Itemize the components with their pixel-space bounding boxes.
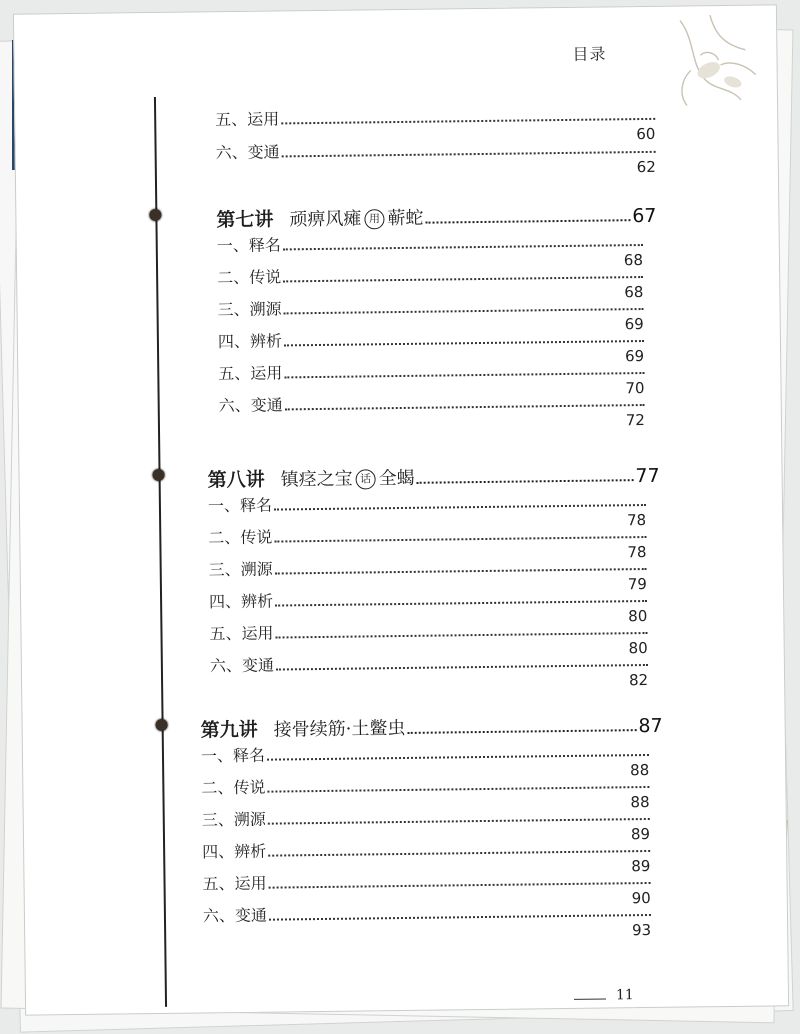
toc-entry[interactable]: [209, 649, 649, 690]
toc-entry[interactable]: [208, 585, 648, 626]
page-header-title: 目录: [572, 44, 607, 64]
toc-entry-label: 五、运用: [218, 363, 283, 384]
timeline-marker: [149, 209, 161, 221]
toc-entry-label: 三、溯源: [208, 559, 273, 580]
dot-leader: [269, 882, 651, 889]
toc-entry[interactable]: [209, 617, 648, 658]
toc-entry[interactable]: [208, 553, 648, 594]
dot-leader: [275, 568, 647, 575]
toc-entry[interactable]: [218, 389, 646, 430]
dot-leader: [275, 600, 647, 607]
dot-leader: [284, 308, 644, 314]
circled-char-badge: 话: [356, 469, 376, 489]
lecture-page: 77: [635, 464, 660, 488]
toc-entry-label: 六、变通: [218, 395, 283, 416]
toc-entry[interactable]: [217, 325, 645, 366]
toc-entry-page: 69: [624, 347, 645, 366]
lecture-title-part: 全蝎: [378, 467, 415, 490]
toc-entry-label: 六、变通: [215, 142, 280, 163]
lecture-page: 67: [632, 204, 657, 228]
toc-entry-label: 一、释名: [207, 495, 273, 516]
timeline-marker: [156, 719, 168, 731]
toc-entry-page: 88: [629, 760, 650, 780]
toc-entry-page: 93: [631, 920, 652, 940]
toc-entry-page: 78: [626, 511, 647, 530]
toc-entry[interactable]: [218, 357, 645, 398]
dot-leader: [274, 536, 646, 543]
toc-entry-label: 四、辨析: [217, 331, 283, 352]
toc-entry-label: 四、辨析: [202, 841, 267, 862]
lecture-heading[interactable]: [216, 197, 656, 232]
toc-entry[interactable]: [201, 803, 651, 844]
toc-entry-label: 三、溯源: [217, 299, 282, 320]
dot-leader: [269, 914, 651, 921]
toc-entry-page: 60: [636, 124, 656, 144]
toc-entry-page: 68: [624, 283, 644, 302]
toc-entry[interactable]: [201, 771, 650, 812]
toc-entry-page: 69: [624, 315, 644, 334]
dot-leader: [267, 786, 649, 793]
dot-leader: [276, 632, 648, 639]
toc-entry[interactable]: [207, 489, 647, 530]
lecture-number: 第八讲: [207, 468, 265, 492]
toc-entry[interactable]: [215, 103, 656, 144]
toc-entry-label: 一、释名: [216, 235, 281, 256]
lecture-title: [274, 714, 406, 742]
toc-entry-label: 二、传说: [201, 777, 266, 798]
dot-leader: [284, 372, 644, 378]
folio-rule: [574, 999, 606, 1000]
dot-leader: [283, 244, 643, 250]
dot-leader: [268, 818, 650, 825]
lecture-title-part: 接骨续筋·土鳖虫: [273, 717, 406, 741]
toc-entry-page: 90: [631, 888, 651, 908]
lecture-number: 第七讲: [216, 208, 274, 232]
toc-entry-page: 62: [636, 157, 656, 177]
toc-entry-label: 六、变通: [202, 905, 268, 926]
toc-entry[interactable]: [202, 867, 651, 908]
toc-entry[interactable]: [202, 899, 652, 940]
dot-leader: [283, 276, 643, 282]
toc-page: [13, 4, 789, 1015]
lecture-title: [280, 464, 414, 492]
dot-leader: [417, 479, 634, 484]
timeline-line: [154, 97, 167, 1007]
toc-entry-label: 一、释名: [200, 745, 266, 766]
dot-leader: [284, 340, 644, 346]
lecture-title-part: 蕲蛇: [387, 207, 424, 230]
toc-entry-page: 68: [623, 251, 644, 270]
toc-entry-label: 三、溯源: [201, 809, 266, 830]
toc-entry[interactable]: [200, 739, 650, 780]
lecture-heading[interactable]: [207, 457, 659, 493]
toc-entry-page: 72: [625, 411, 646, 430]
toc-entry-label: 四、辨析: [208, 591, 274, 612]
dot-leader: [425, 219, 630, 224]
toc-entry-label: 二、传说: [208, 527, 273, 548]
page-number: 11: [615, 987, 634, 1004]
toc-entry-page: 79: [627, 575, 648, 594]
lecture-heading[interactable]: [200, 707, 662, 743]
toc-entry[interactable]: [217, 293, 644, 334]
lecture-number: 第九讲: [200, 718, 258, 742]
dot-leader: [285, 404, 645, 410]
toc-entry-page: 88: [630, 792, 650, 812]
toc-entry-label: 五、运用: [209, 623, 274, 644]
lecture-title: [289, 204, 423, 232]
toc-entry[interactable]: [202, 835, 651, 876]
toc-entry-label: 五、运用: [215, 109, 280, 130]
timeline-marker: [152, 469, 164, 481]
dot-leader: [267, 754, 649, 761]
dot-leader: [281, 118, 655, 125]
toc-entry-label: 二、传说: [217, 267, 282, 288]
toc-entry[interactable]: [208, 521, 647, 562]
toc-entry[interactable]: [215, 136, 656, 177]
lecture-page: 87: [638, 714, 663, 738]
toc-entry-page: 89: [631, 856, 651, 876]
lecture-title-part: 顽痹风瘫: [289, 208, 362, 231]
dot-leader: [276, 664, 648, 671]
toc-entry-page: 89: [630, 824, 651, 844]
toc-entry[interactable]: [217, 261, 644, 302]
dot-leader: [282, 151, 656, 158]
dot-leader: [274, 504, 646, 511]
toc-entry-label: 六、变通: [209, 655, 275, 676]
dot-leader: [407, 729, 636, 734]
toc-entry-page: 80: [628, 606, 648, 626]
toc-entry[interactable]: [216, 229, 644, 270]
toc-entry-label: 五、运用: [202, 873, 267, 894]
circled-char-badge: 用: [364, 209, 384, 229]
toc-entry-page: 80: [628, 638, 648, 658]
lecture-title-part: 镇痉之宝: [280, 468, 353, 491]
dot-leader: [268, 850, 650, 857]
toc-entry-page: 82: [628, 670, 649, 690]
toc-entry-page: 78: [627, 543, 647, 562]
toc-entry-page: 70: [625, 379, 645, 398]
